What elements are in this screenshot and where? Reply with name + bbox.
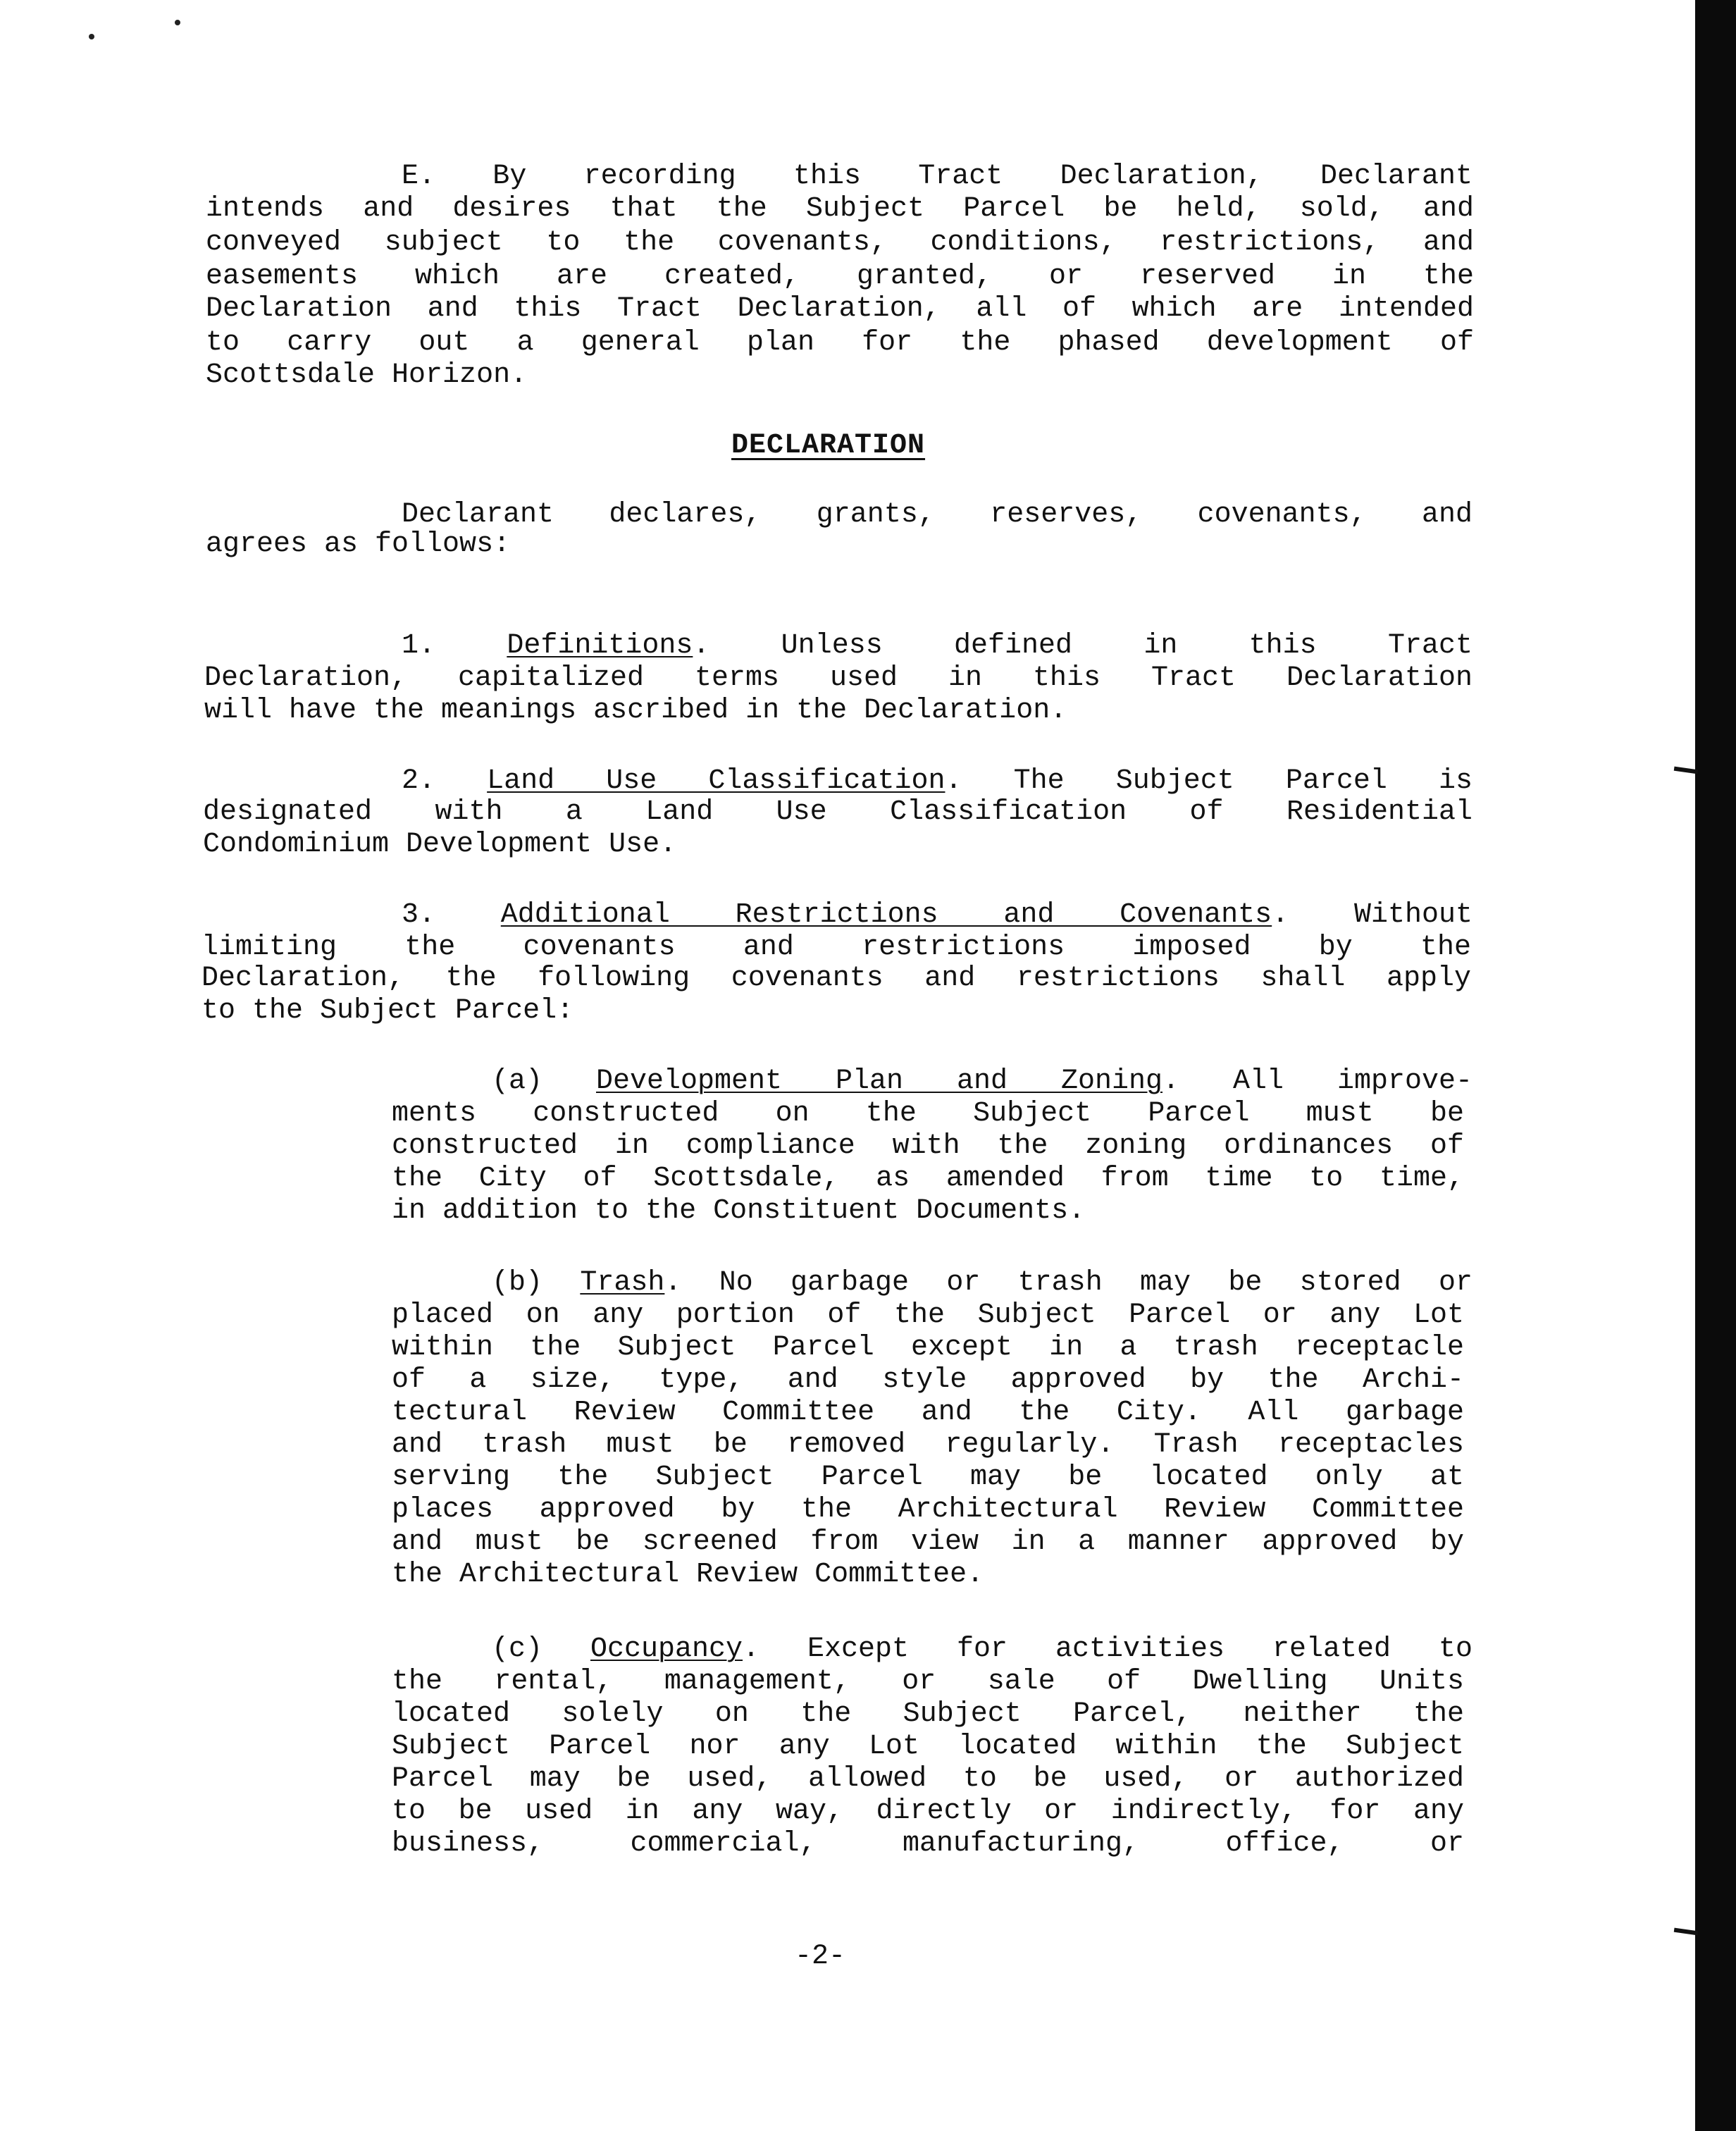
declaration-heading: DECLARATION bbox=[731, 430, 926, 462]
paragraph-line: to carry out a general plan for the phased development of bbox=[206, 327, 1474, 359]
paragraph-line: Declaration, the following covenants and restrictions shall apply bbox=[202, 963, 1471, 994]
scan-speck bbox=[89, 34, 94, 39]
paragraph-line: the Architectural Review Committee. bbox=[392, 1559, 984, 1590]
paragraph-line: Parcel may be used, allowed to be used, or authorized bbox=[392, 1763, 1464, 1795]
paragraph-line: agrees as follows: bbox=[206, 529, 511, 560]
subsection-heading-line bbox=[492, 1066, 1472, 1098]
paragraph-line: Declarant declares, grants, reserves, covenants, and bbox=[402, 499, 1472, 531]
paragraph-line: the rental, management, or sale of Dwelling Units bbox=[392, 1666, 1464, 1698]
paragraph-line: placed on any portion of the Subject Parcel or any Lot bbox=[392, 1299, 1464, 1331]
section-text: . The Subject Parcel is bbox=[945, 765, 1473, 797]
subsection-text: . All improve- bbox=[1162, 1066, 1473, 1097]
section-text: . Unless defined in this Tract bbox=[693, 630, 1472, 662]
subsection-title: Development Plan and Zoning bbox=[596, 1066, 1163, 1097]
paragraph-line: constructed in compliance with the zoning ordinances of bbox=[392, 1130, 1464, 1162]
paragraph-line: Condominium Development Use. bbox=[203, 829, 677, 860]
subsection-text: . Except for activities related to bbox=[743, 1633, 1472, 1665]
paragraph-line: the City of Scottsdale, as amended from time to time, bbox=[392, 1163, 1464, 1194]
section-text: . Without bbox=[1272, 899, 1472, 931]
paragraph-line: of a size, type, and style approved by the Archi- bbox=[392, 1364, 1464, 1396]
section-number: 3. bbox=[402, 899, 436, 931]
section-heading-line bbox=[402, 765, 1472, 798]
paragraph-line: Subject Parcel nor any Lot located within the Subject bbox=[392, 1731, 1464, 1762]
paragraph-line: conveyed subject to the covenants, conditions, restrictions, and bbox=[206, 227, 1474, 259]
scan-speck bbox=[175, 20, 180, 25]
paragraph-line: business, commercial, manufacturing, office, or bbox=[392, 1828, 1464, 1860]
subsection-label: (c) bbox=[492, 1633, 543, 1665]
paragraph-line: in addition to the Constituent Documents. bbox=[392, 1195, 1086, 1227]
page-number: -2- bbox=[795, 1941, 846, 1972]
paragraph-line: within the Subject Parcel except in a trash receptacle bbox=[392, 1332, 1464, 1364]
paragraph-line: and must be screened from view in a manner approved by bbox=[392, 1526, 1464, 1558]
paragraph-line: and trash must be removed regularly. Trash receptacles bbox=[392, 1429, 1464, 1461]
paragraph-line: serving the Subject Parcel may be located only at bbox=[392, 1462, 1464, 1493]
paragraph-line: Declaration, capitalized terms used in this Tract Declaration bbox=[204, 662, 1472, 694]
subsection-label: (a) bbox=[492, 1066, 543, 1097]
paragraph-line: located solely on the Subject Parcel, neither the bbox=[392, 1698, 1464, 1730]
paragraph-line: tectural Review Committee and the City. All garbage bbox=[392, 1397, 1464, 1428]
paragraph-line: Declaration and this Tract Declaration, all of which are intended bbox=[206, 293, 1474, 325]
paragraph-line: limiting the covenants and restrictions imposed by the bbox=[202, 932, 1471, 963]
subsection-title: Trash bbox=[580, 1267, 665, 1299]
paragraph-line: Scottsdale Horizon. bbox=[206, 359, 528, 391]
paragraph-line: to be used in any way, directly or indirectly, for any bbox=[392, 1796, 1464, 1827]
paragraph-line: places approved by the Architectural Review Committee bbox=[392, 1494, 1464, 1526]
paragraph-line: ments constructed on the Subject Parcel must be bbox=[392, 1098, 1464, 1130]
section-number: 1. bbox=[402, 630, 436, 662]
paragraph-line: E. By recording this Tract Declaration, Declarant bbox=[402, 161, 1472, 192]
paragraph-line: intends and desires that the Subject Parcel be held, sold, and bbox=[206, 193, 1474, 225]
section-heading-line bbox=[402, 630, 1472, 662]
scan-border bbox=[1695, 0, 1736, 2131]
subsection-heading-line bbox=[492, 1633, 1472, 1666]
paragraph-line: will have the meanings ascribed in the Declaration. bbox=[204, 695, 1067, 727]
section-number: 2. bbox=[402, 765, 436, 797]
section-title: Additional Restrictions and Covenants bbox=[500, 899, 1272, 931]
subsection-text: . No garbage or trash may be stored or bbox=[664, 1267, 1472, 1299]
section-heading-line bbox=[402, 899, 1472, 932]
paragraph-line: easements which are created, granted, or reserved in the bbox=[206, 261, 1474, 292]
section-title: Definitions bbox=[507, 630, 693, 662]
section-title: Land Use Classification bbox=[487, 765, 946, 797]
subsection-heading-line bbox=[492, 1267, 1472, 1299]
subsection-label: (b) bbox=[492, 1267, 543, 1299]
subsection-title: Occupancy bbox=[590, 1633, 743, 1665]
paragraph-line: designated with a Land Use Classification of Residential bbox=[203, 796, 1472, 828]
paragraph-line: to the Subject Parcel: bbox=[202, 995, 574, 1027]
